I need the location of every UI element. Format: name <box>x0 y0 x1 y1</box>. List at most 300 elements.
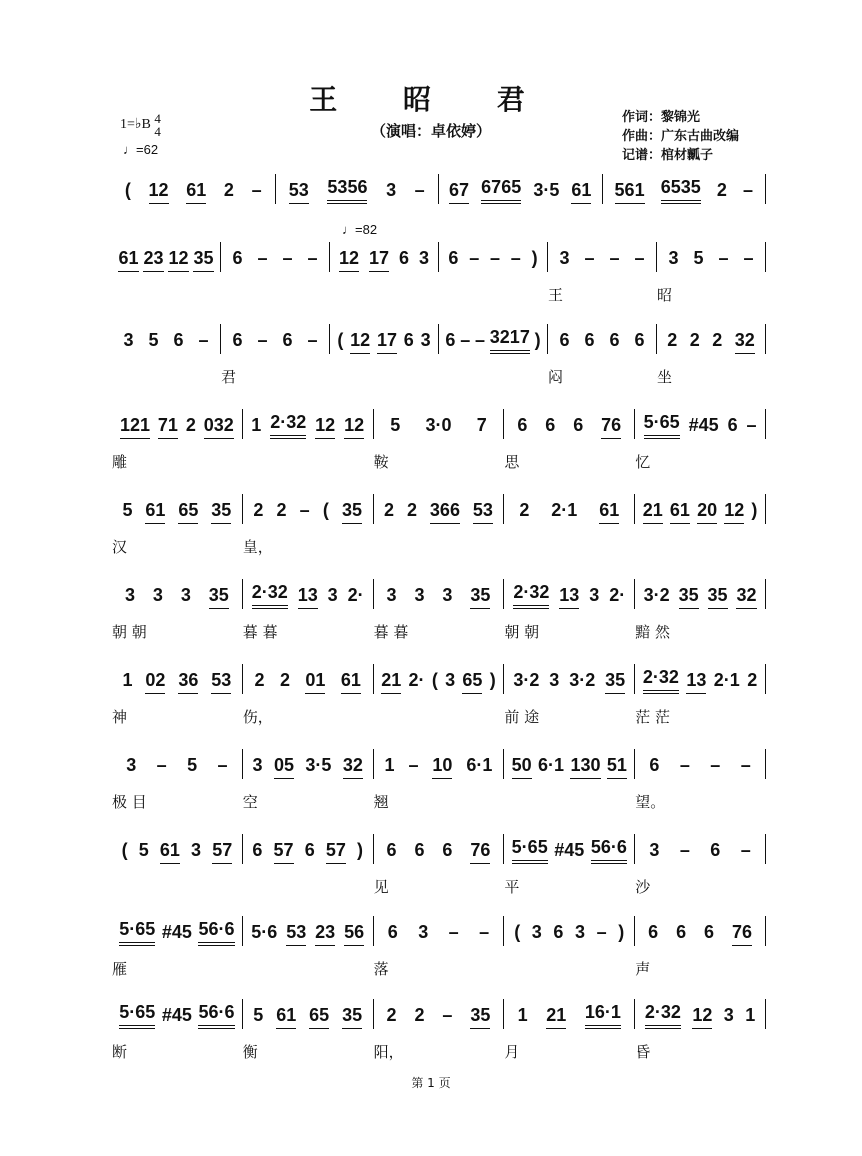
measure <box>221 242 330 272</box>
note-group: 2 <box>716 180 727 200</box>
measure <box>374 664 505 694</box>
note-group: – <box>584 248 595 268</box>
lyrics-line <box>112 1041 766 1062</box>
lyric <box>439 284 548 305</box>
note-group: 61 <box>276 1005 296 1029</box>
note-group: 3 <box>418 248 429 268</box>
note-group: ) <box>618 922 625 942</box>
lyrics-line <box>112 958 766 979</box>
lyric: 朝 朝 <box>504 623 540 641</box>
note-group: 21 <box>381 670 401 694</box>
note-group: 6 <box>517 415 528 435</box>
lyric: 月 <box>504 1043 520 1061</box>
note-group: 61 <box>145 500 165 524</box>
measure <box>112 494 243 524</box>
note-group: 2· <box>408 670 425 690</box>
note-group: 53 <box>473 500 493 524</box>
measure <box>635 834 766 864</box>
song-title: 王 昭 君 <box>309 83 553 116</box>
note-group: – <box>448 922 459 942</box>
note-group: 032 <box>204 415 234 439</box>
lyric: 平 <box>504 878 520 896</box>
note-group: 3·2 <box>513 670 540 690</box>
note-group: 76 <box>732 922 752 946</box>
note-group: 13 <box>559 585 579 609</box>
note-group: 3 <box>531 922 542 942</box>
measure <box>504 494 635 524</box>
note-group: 3 <box>180 585 191 605</box>
lyric: 王 <box>548 286 564 304</box>
measure <box>657 324 766 354</box>
note-group: – <box>408 755 419 775</box>
note-group: 1 <box>122 670 133 690</box>
measure <box>504 834 635 864</box>
note-group: – <box>474 330 485 350</box>
lyric <box>374 536 505 557</box>
note-group: 6·1 <box>466 755 493 775</box>
score-row <box>112 160 766 230</box>
note-group: 53 <box>286 922 306 946</box>
note-group: 61 <box>118 248 138 272</box>
key-signature <box>120 112 161 138</box>
lyric: 黯 然 <box>635 623 670 641</box>
note-group: 12 <box>344 415 364 439</box>
note-group: 6 <box>553 922 564 942</box>
lyric <box>330 366 439 387</box>
note-group: 21 <box>643 500 663 524</box>
note-group: 6 <box>414 840 425 860</box>
note-group: 61 <box>670 500 690 524</box>
lyrics-line <box>112 876 766 897</box>
note-group: 2 <box>223 180 234 200</box>
measure <box>635 999 766 1029</box>
note-group: 2·32 <box>270 412 306 439</box>
notation-line <box>112 579 766 609</box>
note-group: 3 <box>445 670 456 690</box>
note-group: 3·5 <box>533 180 560 200</box>
note-group: 2 <box>689 330 700 350</box>
note-group: 3 <box>723 1005 734 1025</box>
note-group: 3·2 <box>643 585 670 605</box>
note-group: – <box>257 330 268 350</box>
note-group: 366 <box>430 500 460 524</box>
note-group: – <box>414 180 425 200</box>
note-group: 35 <box>342 1005 362 1029</box>
note-group: 13 <box>298 585 318 609</box>
lyric: 断 <box>112 1043 128 1061</box>
lyric: 君 <box>221 368 237 386</box>
note-group: 61 <box>571 180 591 204</box>
note-group: 3 <box>589 585 600 605</box>
note-group: 1 <box>517 1005 528 1025</box>
measure <box>374 916 505 946</box>
note-group: ) <box>357 840 364 860</box>
lyric <box>112 284 221 305</box>
note-group: – <box>251 180 262 200</box>
note-group: – <box>460 330 471 350</box>
lyric: 望。 <box>635 793 666 811</box>
note-group: ( <box>337 330 344 350</box>
notation-line <box>112 409 766 439</box>
note-group: – <box>740 840 751 860</box>
note-group: 6·1 <box>538 755 565 775</box>
note-group: 6 <box>648 922 659 942</box>
note-group: – <box>596 922 607 942</box>
measure <box>374 579 505 609</box>
note-group: #45 <box>554 840 585 860</box>
lyric: 雁 <box>112 960 128 978</box>
measure <box>330 324 439 354</box>
lyric <box>635 536 766 557</box>
note-group: 6 <box>609 330 620 350</box>
measure <box>112 834 243 864</box>
measure <box>374 834 505 864</box>
note-group: 2· <box>347 585 364 605</box>
score-row <box>112 480 766 556</box>
lyricist: 作词：黎锦光 <box>622 110 701 125</box>
note-group: 35 <box>209 585 229 609</box>
note-group: 130 <box>570 755 600 779</box>
lyric: 空 <box>242 793 258 811</box>
note-group: 2 <box>414 1005 425 1025</box>
note-group: 3 <box>124 585 135 605</box>
lyric: 伤， <box>242 708 273 726</box>
measure <box>243 494 374 524</box>
measure <box>243 409 374 439</box>
score-row <box>112 222 766 304</box>
measure <box>112 999 243 1029</box>
measure <box>635 494 766 524</box>
note-group: 3 <box>327 585 338 605</box>
note-group: 2·1 <box>551 500 578 520</box>
notation-line <box>112 324 766 354</box>
note-group: 6 <box>545 415 556 435</box>
measure <box>112 174 276 204</box>
note-group: – <box>217 755 228 775</box>
note-group: 5·6 <box>251 922 278 942</box>
score-row <box>112 985 766 1061</box>
lyric: 茫 茫 <box>635 708 670 726</box>
note-group: 6 <box>448 248 459 268</box>
note-group: ( <box>124 180 131 200</box>
lyric: 前 途 <box>504 708 540 726</box>
note-group: 12 <box>692 1005 712 1029</box>
measure <box>504 664 635 694</box>
note-group: 6 <box>232 330 243 350</box>
note-group: – <box>299 500 310 520</box>
measure <box>374 749 505 779</box>
measure <box>504 916 635 946</box>
note-group: 3·2 <box>569 670 596 690</box>
note-group: – <box>282 248 293 268</box>
lyric: 昏 <box>635 1043 651 1061</box>
note-group: 3 <box>252 755 263 775</box>
note-group: 2 <box>185 415 196 435</box>
note-group: 2 <box>386 1005 397 1025</box>
note-group: 12 <box>168 248 188 272</box>
note-group: 6 <box>573 415 584 435</box>
note-group: 2·1 <box>713 670 740 690</box>
notation-line <box>112 999 766 1029</box>
note-group: 3 <box>575 922 586 942</box>
note-group: ) <box>534 330 541 350</box>
note-group: 5356 <box>327 177 367 204</box>
note-group: 3 <box>386 180 397 200</box>
lyric: 见 <box>373 878 389 896</box>
measure <box>603 174 767 204</box>
measure <box>374 999 505 1029</box>
notation-line <box>112 174 766 204</box>
note-group: 35 <box>193 248 213 272</box>
note-group: 2·32 <box>252 582 288 609</box>
note-group: 13 <box>686 670 706 694</box>
time-signature: 4 4 <box>154 111 161 139</box>
note-group: 5 <box>693 248 704 268</box>
note-group: 6765 <box>481 177 521 204</box>
note-group: – <box>740 755 751 775</box>
note-group: 56·6 <box>198 919 234 946</box>
lyric: 鞍 <box>373 453 389 471</box>
measure <box>548 324 657 354</box>
note-group: 23 <box>143 248 163 272</box>
note-group: 1 <box>251 415 262 435</box>
note-group: 56 <box>344 922 364 946</box>
lyric: 落 <box>373 960 389 978</box>
lyric <box>243 451 374 472</box>
note-group: – <box>479 922 490 942</box>
lyrics-line <box>112 706 766 727</box>
note-group: 5 <box>187 755 198 775</box>
measure <box>112 409 243 439</box>
note-group: 6 <box>386 840 397 860</box>
note-group: 1 <box>384 755 395 775</box>
lyric: 暮 暮 <box>242 623 278 641</box>
note-group: 2 <box>712 330 723 350</box>
lyric <box>504 536 635 557</box>
note-group: – <box>746 415 757 435</box>
measure <box>243 749 374 779</box>
note-group: 6 <box>445 330 456 350</box>
lyric <box>504 958 635 979</box>
measure <box>504 579 635 609</box>
note-group: 2 <box>406 500 417 520</box>
note-group: ) <box>531 248 538 268</box>
note-group: ( <box>514 922 521 942</box>
note-group: 6 <box>727 415 738 435</box>
note-group: 6 <box>232 248 243 268</box>
lyric: 雕 <box>112 453 128 471</box>
note-group: 6 <box>649 755 660 775</box>
lyric: 声 <box>635 960 651 978</box>
note-group: 17 <box>369 248 389 272</box>
score-row <box>112 820 766 896</box>
note-group: 51 <box>607 755 627 779</box>
measure <box>635 664 766 694</box>
notation-line <box>112 494 766 524</box>
note-group: – <box>718 248 729 268</box>
note-group: 2·32 <box>513 582 549 609</box>
lyric: 衡 <box>242 1043 258 1061</box>
notation-line <box>112 242 766 272</box>
note-group: 57 <box>274 840 294 864</box>
note-group: 12 <box>315 415 335 439</box>
note-group: 10 <box>432 755 452 779</box>
lyric: 思 <box>504 453 520 471</box>
measure <box>112 916 243 946</box>
note-group: – <box>679 755 690 775</box>
note-group: 5·65 <box>644 412 680 439</box>
note-group: 121 <box>120 415 150 439</box>
note-group: 32 <box>735 330 755 354</box>
lyric: 暮 暮 <box>373 623 409 641</box>
note-group: 3 <box>191 840 202 860</box>
transcriber: 记谱：棺材瓤子 <box>622 148 714 163</box>
note-group: 3 <box>549 670 560 690</box>
measure <box>439 324 548 354</box>
measure <box>504 749 635 779</box>
note-group: 3 <box>123 330 134 350</box>
note-group: 12 <box>350 330 370 354</box>
lyrics-line <box>112 451 766 472</box>
note-group: 56·6 <box>591 837 627 864</box>
note-group: 5·65 <box>512 837 548 864</box>
note-group: 01 <box>305 670 325 694</box>
note-group: #45 <box>161 922 192 942</box>
note-group: 2 <box>279 670 290 690</box>
note-group: – <box>510 248 521 268</box>
measure <box>657 242 766 272</box>
note-group: 02 <box>145 670 165 694</box>
notation-line <box>112 749 766 779</box>
note-group: – <box>442 1005 453 1025</box>
note-group: 2·32 <box>643 667 679 694</box>
note-group: – <box>743 248 754 268</box>
measure <box>635 409 766 439</box>
note-group: 2 <box>519 500 530 520</box>
note-group: 2 <box>667 330 678 350</box>
note-group: 6 <box>442 840 453 860</box>
measure <box>504 409 635 439</box>
lyric: 阳， <box>373 1043 404 1061</box>
note-group: 2 <box>384 500 395 520</box>
note-group: – <box>634 248 645 268</box>
lyrics-line <box>112 366 766 387</box>
note-group: 2 <box>276 500 287 520</box>
score-row <box>112 565 766 641</box>
note-group: 67 <box>449 180 469 204</box>
note-group: 32 <box>736 585 756 609</box>
note-group: 2 <box>253 500 264 520</box>
note-group: 57 <box>326 840 346 864</box>
score-row <box>112 902 766 978</box>
note-group: 56·6 <box>198 1002 234 1029</box>
notation-line <box>112 834 766 864</box>
note-group: 3217 <box>490 327 530 354</box>
lyric <box>243 876 374 897</box>
note-group: 3·0 <box>425 415 452 435</box>
measure <box>635 749 766 779</box>
note-group: 6 <box>559 330 570 350</box>
measure <box>112 579 243 609</box>
note-group: 21 <box>546 1005 566 1029</box>
composer: 作曲：广东古曲改编 <box>622 129 740 144</box>
lyric: 昭 <box>657 286 673 304</box>
note-group: 12 <box>724 500 744 524</box>
measure <box>635 579 766 609</box>
note-group: 3 <box>418 922 429 942</box>
note-group: 6 <box>704 922 715 942</box>
note-group: 65 <box>309 1005 329 1029</box>
measure <box>243 916 374 946</box>
note-group: 3 <box>559 248 570 268</box>
note-group: 61 <box>160 840 180 864</box>
note-group: 35 <box>679 585 699 609</box>
note-group: 3 <box>420 330 431 350</box>
note-group: 17 <box>377 330 397 354</box>
measure <box>221 324 330 354</box>
measure <box>330 242 439 272</box>
note-group: #45 <box>688 415 719 435</box>
note-group: 3 <box>414 585 425 605</box>
score-row <box>112 395 766 471</box>
measure <box>243 579 374 609</box>
note-group: 6 <box>710 840 721 860</box>
note-group: – <box>489 248 500 268</box>
lyric: 坐 <box>657 368 673 386</box>
lyric: 神 <box>112 708 128 726</box>
note-group: ) <box>489 670 496 690</box>
note-group: 3 <box>152 585 163 605</box>
measure <box>439 174 603 204</box>
lyric: 忆 <box>635 453 651 471</box>
note-group: 16·1 <box>585 1002 621 1029</box>
note-group: 12 <box>339 248 359 272</box>
note-group: 2· <box>609 585 626 605</box>
note-group: 35 <box>470 1005 490 1029</box>
notation-line <box>112 664 766 694</box>
note-group: 5 <box>138 840 149 860</box>
note-group: #45 <box>161 1005 192 1025</box>
lyric: 汉 <box>112 538 128 556</box>
lyrics-line <box>112 621 766 642</box>
lyric <box>439 366 548 387</box>
measure <box>548 242 657 272</box>
note-group: 5 <box>253 1005 264 1025</box>
note-group: 61 <box>599 500 619 524</box>
measure <box>243 834 374 864</box>
note-group: 61 <box>341 670 361 694</box>
note-group: – <box>307 248 318 268</box>
note-group: 53 <box>289 180 309 204</box>
note-group: 2 <box>747 670 758 690</box>
measure <box>243 999 374 1029</box>
measure <box>112 749 243 779</box>
measure <box>243 664 374 694</box>
note-group: 65 <box>462 670 482 694</box>
note-group: 05 <box>274 755 294 779</box>
note-group: 76 <box>470 840 490 864</box>
lyric: 朝 朝 <box>112 623 147 641</box>
note-group: 6 <box>252 840 263 860</box>
measure <box>504 999 635 1029</box>
score-row <box>112 310 766 386</box>
score-row <box>112 735 766 811</box>
note-group: 5·65 <box>119 1002 155 1029</box>
note-group: 53 <box>211 670 231 694</box>
lyric <box>221 284 330 305</box>
measure <box>374 409 505 439</box>
note-group: 3 <box>126 755 137 775</box>
